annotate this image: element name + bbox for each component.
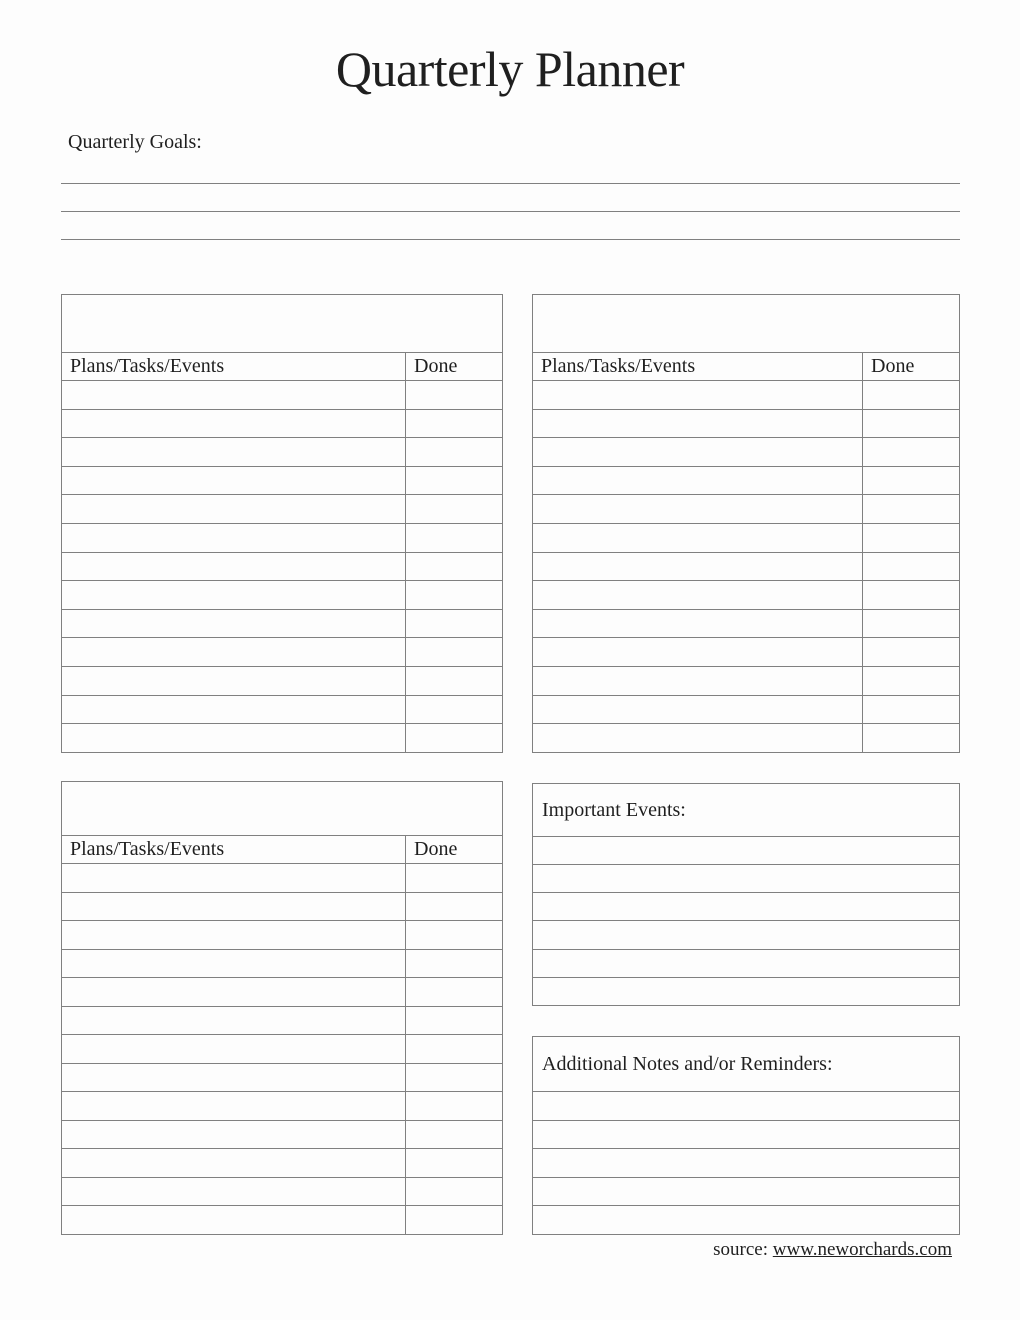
empty-row: [62, 978, 503, 1007]
source-label: source:: [713, 1239, 773, 1260]
additional-notes-box: [532, 1036, 960, 1235]
empty-row: [62, 638, 503, 667]
empty-row: [533, 1120, 960, 1149]
empty-row: [533, 667, 960, 696]
note-cell: [533, 1206, 960, 1235]
done-cell: [406, 581, 503, 610]
done-cell: [406, 466, 503, 495]
done-cell: [406, 695, 503, 724]
task-cell: [62, 552, 406, 581]
done-cell: [406, 1092, 503, 1121]
empty-row: [533, 949, 960, 977]
task-cell: [533, 409, 863, 438]
task-cell: [533, 695, 863, 724]
task-cell: [533, 724, 863, 753]
done-cell: [406, 1035, 503, 1064]
note-cell: [533, 1177, 960, 1206]
task-cell: [533, 581, 863, 610]
done-cell: [863, 724, 960, 753]
done-cell: [863, 581, 960, 610]
task-cell: [62, 921, 406, 950]
empty-row: [62, 864, 503, 893]
done-cell: [863, 438, 960, 467]
note-cell: [533, 921, 960, 949]
task-cell: [62, 524, 406, 553]
empty-row: [533, 837, 960, 865]
task-cell: [62, 978, 406, 1007]
done-cell: [406, 1120, 503, 1149]
empty-row: [533, 552, 960, 581]
empty-row: [533, 1177, 960, 1206]
empty-row: [533, 524, 960, 553]
table-title-row: [533, 295, 960, 353]
empty-row: [533, 1206, 960, 1235]
empty-row: [62, 1206, 503, 1235]
note-cell: [533, 865, 960, 893]
empty-row: [533, 893, 960, 921]
empty-row: [62, 1006, 503, 1035]
task-cell: [533, 466, 863, 495]
column-header-row: [533, 353, 960, 381]
empty-row: [533, 409, 960, 438]
done-cell: [863, 495, 960, 524]
table-title-box: [62, 295, 503, 353]
empty-row: [62, 892, 503, 921]
done-cell: [406, 724, 503, 753]
note-cell: [533, 1149, 960, 1178]
task-cell: [62, 667, 406, 696]
empty-row: [62, 552, 503, 581]
section-label: Additional Notes and/or Reminders:: [533, 1037, 960, 1092]
section-label: Important Events:: [533, 784, 960, 837]
done-cell: [406, 667, 503, 696]
task-cell: [533, 495, 863, 524]
empty-row: [62, 667, 503, 696]
empty-row: [533, 977, 960, 1005]
task-cell: [62, 1120, 406, 1149]
empty-row: [62, 1035, 503, 1064]
empty-row: [62, 695, 503, 724]
table-title-row: [62, 782, 503, 836]
done-cell: [406, 1006, 503, 1035]
column-header-row: [62, 836, 503, 864]
task-cell: [62, 1149, 406, 1178]
task-cell: [62, 409, 406, 438]
task-cell: [533, 667, 863, 696]
note-cell: [533, 949, 960, 977]
empty-row: [533, 1149, 960, 1178]
empty-row: [62, 1063, 503, 1092]
done-cell: [406, 524, 503, 553]
empty-row: [62, 609, 503, 638]
done-cell: [406, 1206, 503, 1235]
empty-row: [62, 1149, 503, 1178]
empty-row: [533, 1092, 960, 1121]
note-cell: [533, 1120, 960, 1149]
done-cell: [863, 667, 960, 696]
done-cell: [406, 892, 503, 921]
task-cell: [62, 438, 406, 467]
table-title-box: [533, 295, 960, 353]
empty-row: [62, 1177, 503, 1206]
empty-row: [62, 724, 503, 753]
task-cell: [62, 1206, 406, 1235]
task-cell: [62, 638, 406, 667]
empty-row: [62, 495, 503, 524]
done-cell: [406, 921, 503, 950]
empty-row: [62, 409, 503, 438]
task-cell: [62, 695, 406, 724]
task-cell: [62, 495, 406, 524]
source-link[interactable]: www.neworchards.com: [772, 1239, 952, 1260]
column-header-plans: Plans/Tasks/Events: [62, 836, 406, 864]
empty-row: [533, 495, 960, 524]
task-cell: [62, 724, 406, 753]
task-cell: [62, 1092, 406, 1121]
done-cell: [406, 1177, 503, 1206]
task-cell: [533, 381, 863, 410]
done-cell: [406, 552, 503, 581]
task-cell: [62, 864, 406, 893]
empty-row: [62, 921, 503, 950]
done-cell: [406, 864, 503, 893]
empty-row: [62, 524, 503, 553]
done-cell: [863, 695, 960, 724]
goal-line: [61, 211, 960, 212]
table-title-row: [62, 295, 503, 353]
empty-row: [533, 921, 960, 949]
empty-row: [533, 865, 960, 893]
task-cell: [62, 581, 406, 610]
task-table-top-left: [61, 294, 503, 753]
done-cell: [863, 466, 960, 495]
done-cell: [406, 495, 503, 524]
column-header-plans: Plans/Tasks/Events: [62, 353, 406, 381]
task-cell: [62, 892, 406, 921]
done-cell: [406, 1149, 503, 1178]
done-cell: [406, 409, 503, 438]
quarterly-goals-label: Quarterly Goals:: [68, 131, 202, 153]
done-cell: [406, 438, 503, 467]
task-table-top-right: [532, 294, 960, 753]
empty-row: [62, 949, 503, 978]
done-cell: [863, 638, 960, 667]
task-cell: [62, 949, 406, 978]
note-cell: [533, 837, 960, 865]
note-cell: [533, 977, 960, 1005]
done-cell: [863, 524, 960, 553]
important-events-box: [532, 783, 960, 1006]
column-header-done: Done: [406, 836, 503, 864]
section-label-row: [533, 784, 960, 837]
empty-row: [533, 438, 960, 467]
goal-line: [61, 239, 960, 240]
note-cell: [533, 893, 960, 921]
task-cell: [533, 438, 863, 467]
task-cell: [62, 466, 406, 495]
task-table-bottom-left: [61, 781, 503, 1235]
done-cell: [406, 978, 503, 1007]
empty-row: [533, 695, 960, 724]
task-cell: [533, 609, 863, 638]
empty-row: [533, 466, 960, 495]
done-cell: [406, 949, 503, 978]
task-cell: [62, 381, 406, 410]
empty-row: [533, 638, 960, 667]
task-cell: [62, 609, 406, 638]
task-cell: [62, 1177, 406, 1206]
task-cell: [62, 1063, 406, 1092]
empty-row: [62, 1092, 503, 1121]
column-header-plans: Plans/Tasks/Events: [533, 353, 863, 381]
note-cell: [533, 1092, 960, 1121]
done-cell: [863, 381, 960, 410]
source-note: [713, 1240, 952, 1261]
goal-line: [61, 183, 960, 184]
page-title: Quarterly Planner: [335, 41, 685, 97]
task-cell: [533, 552, 863, 581]
empty-row: [533, 609, 960, 638]
table-title-box: [62, 782, 503, 836]
empty-row: [533, 381, 960, 410]
done-cell: [406, 609, 503, 638]
empty-row: [533, 581, 960, 610]
task-cell: [533, 638, 863, 667]
empty-row: [62, 1120, 503, 1149]
empty-row: [62, 466, 503, 495]
task-cell: [62, 1006, 406, 1035]
empty-row: [62, 438, 503, 467]
column-header-row: [62, 353, 503, 381]
task-cell: [533, 524, 863, 553]
empty-row: [533, 724, 960, 753]
task-cell: [62, 1035, 406, 1064]
column-header-done: Done: [863, 353, 960, 381]
done-cell: [863, 409, 960, 438]
done-cell: [863, 609, 960, 638]
empty-row: [62, 581, 503, 610]
section-label-row: [533, 1037, 960, 1092]
done-cell: [863, 552, 960, 581]
done-cell: [406, 1063, 503, 1092]
done-cell: [406, 381, 503, 410]
column-header-done: Done: [406, 353, 503, 381]
empty-row: [62, 381, 503, 410]
done-cell: [406, 638, 503, 667]
